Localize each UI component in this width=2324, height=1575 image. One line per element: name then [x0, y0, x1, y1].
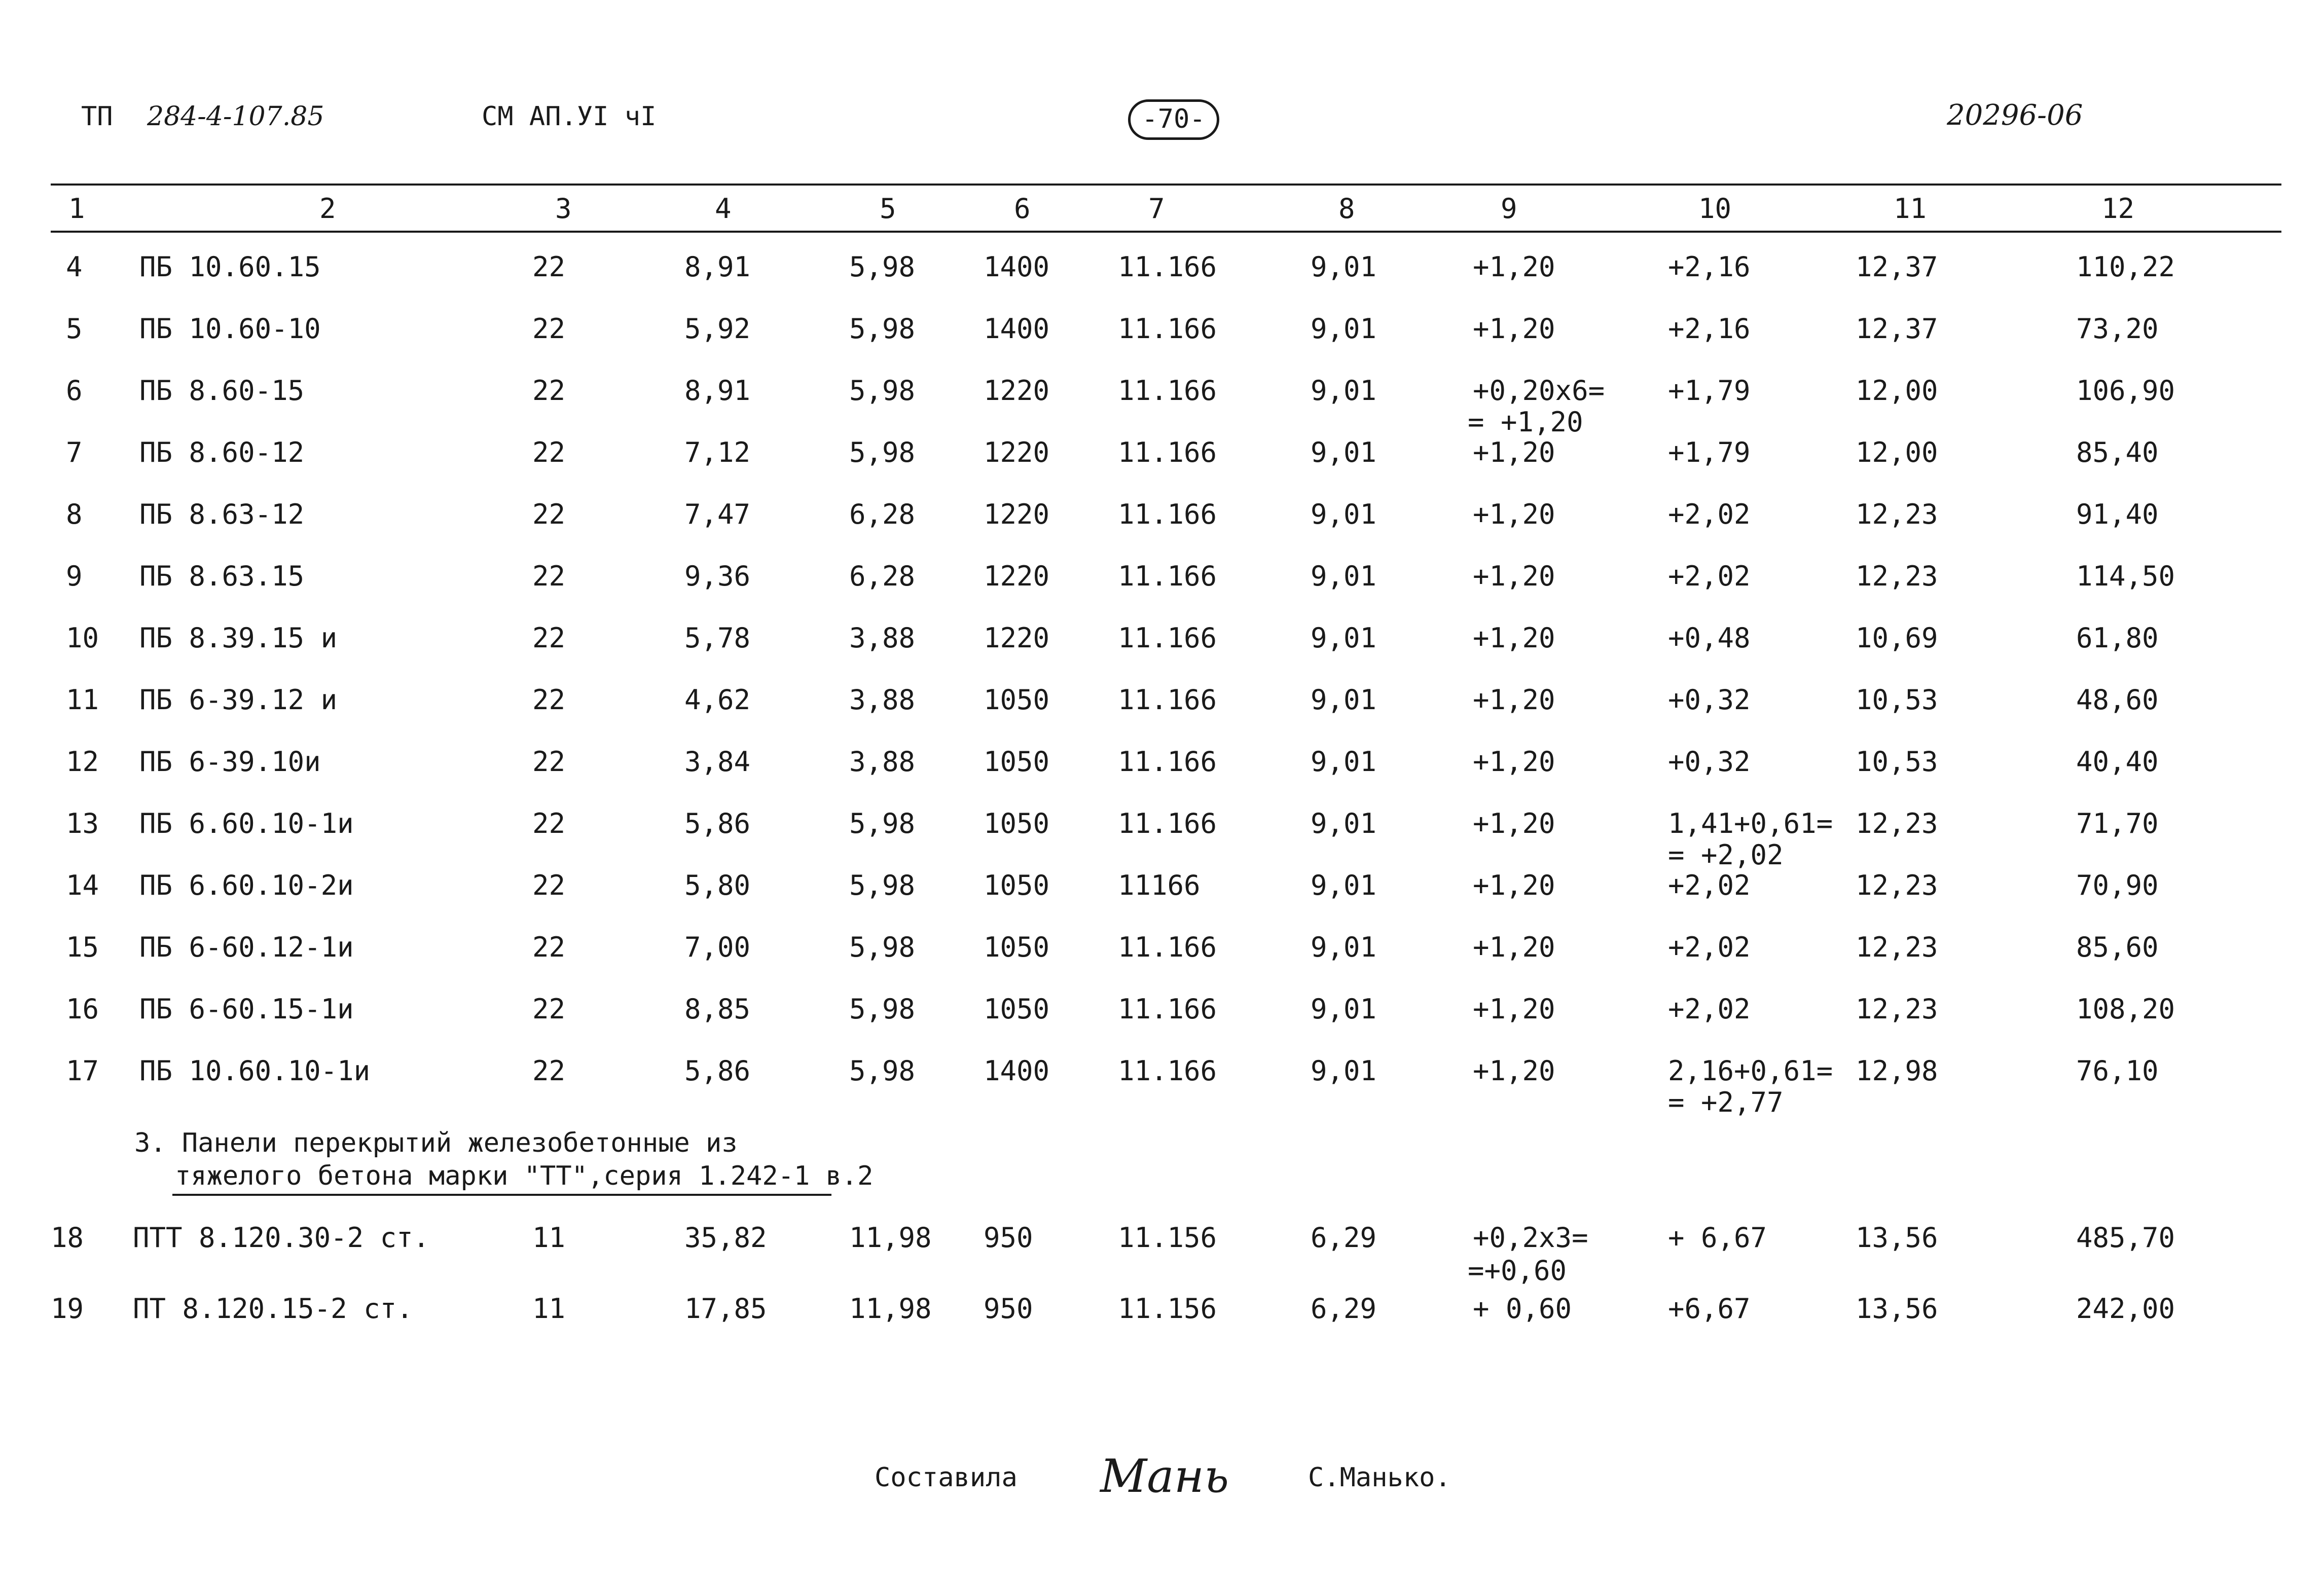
cell-c6: 1220 — [984, 498, 1050, 530]
section-title-underline — [172, 1194, 831, 1196]
cell-c2: ПБ 6-60.12-1и — [139, 931, 354, 963]
cell-c12: 85,40 — [2076, 436, 2159, 468]
cell-c6: 1050 — [984, 684, 1050, 716]
cell-c4: 5,86 — [684, 1055, 751, 1087]
cell-c10: +2,02 — [1668, 498, 1751, 530]
cell-c10: +2,02 — [1668, 869, 1751, 901]
cell-c3: 22 — [532, 808, 566, 839]
cell-c5: 5,98 — [849, 251, 916, 283]
cell-c10: + 6,67 — [1668, 1222, 1767, 1254]
cell-c7: 11.166 — [1118, 746, 1217, 778]
cell-c3: 22 — [532, 375, 566, 407]
cell-c5: 5,98 — [849, 313, 916, 345]
cell-c2: ПБ 6.60.10-1и — [139, 808, 354, 839]
cell-c1: 11 — [66, 684, 99, 716]
cell-c8: 6,29 — [1311, 1293, 1377, 1325]
cell-c3: 22 — [532, 498, 566, 530]
cell-c5: 5,98 — [849, 869, 916, 901]
doc-number: 284-4-107.85 — [147, 101, 324, 132]
cell-c5: 11,98 — [849, 1222, 932, 1254]
cell-c10: +0,32 — [1668, 684, 1751, 716]
cell-c3: 11 — [532, 1222, 566, 1254]
column-header: 11 — [1894, 193, 1927, 225]
cell-c10: +0,32 — [1668, 746, 1751, 778]
cell-c3: 22 — [532, 251, 566, 283]
cell-c7: 11.166 — [1118, 1055, 1217, 1087]
cell-c1: 5 — [66, 313, 83, 345]
cell-c9: +0,20х6= — [1473, 375, 1605, 407]
cell-c8: 9,01 — [1311, 746, 1377, 778]
cell-c12: 70,90 — [2076, 869, 2159, 901]
cell-c9: +1,20 — [1473, 622, 1555, 654]
cell-c9: +0,2х3= — [1473, 1222, 1588, 1254]
cell-c9: +1,20 — [1473, 993, 1555, 1025]
cell-c2: ПБ 6-39.12 и — [139, 684, 338, 716]
cell-c8: 9,01 — [1311, 993, 1377, 1025]
cell-c11: 12,37 — [1856, 313, 1938, 345]
cell-c10: 2,16+0,61= — [1668, 1055, 1833, 1087]
cell-c7: 11.156 — [1118, 1222, 1217, 1254]
cell-c12: 73,20 — [2076, 313, 2159, 345]
cell-c1: 4 — [66, 251, 83, 283]
cell-c9: + 0,60 — [1473, 1293, 1572, 1325]
column-header: 1 — [68, 193, 85, 225]
cell-c11: 12,23 — [1856, 869, 1938, 901]
cell-c8: 9,01 — [1311, 313, 1377, 345]
cell-c12: 85,60 — [2076, 931, 2159, 963]
cell-c2: ПБ 6.60.10-2и — [139, 869, 354, 901]
cell-c4: 4,62 — [684, 684, 751, 716]
cell-c11: 13,56 — [1856, 1222, 1938, 1254]
cell-c2: ПБ 8.39.15 и — [139, 622, 338, 654]
cell-c8: 9,01 — [1311, 375, 1377, 407]
cell-c11: 12,00 — [1856, 375, 1938, 407]
signer-name: С.Манько. — [1308, 1462, 1451, 1493]
cell-c9: +1,20 — [1473, 869, 1555, 901]
cell-c6: 1050 — [984, 931, 1050, 963]
cell-c9: +1,20 — [1473, 1055, 1555, 1087]
cell-c5: 5,98 — [849, 808, 916, 839]
cell-c4: 35,82 — [684, 1222, 767, 1254]
column-header: 12 — [2101, 193, 2135, 225]
cell-c9: +1,20 — [1473, 498, 1555, 530]
cell-c9: +1,20 — [1473, 436, 1555, 468]
cell-c3: 22 — [532, 684, 566, 716]
cell-c12: 485,70 — [2076, 1222, 2175, 1254]
cell-c12: 61,80 — [2076, 622, 2159, 654]
cell-c10: +1,79 — [1668, 375, 1751, 407]
cell-c9: +1,20 — [1473, 684, 1555, 716]
cell-c4: 8,91 — [684, 375, 751, 407]
cell-c8: 9,01 — [1311, 622, 1377, 654]
cell-c1: 15 — [66, 931, 99, 963]
cell-c5: 5,98 — [849, 436, 916, 468]
cell-c7: 11.166 — [1118, 251, 1217, 283]
cell-c4: 7,12 — [684, 436, 751, 468]
table-top-rule — [51, 184, 2281, 186]
cell-c4: 7,00 — [684, 931, 751, 963]
cell-c8: 9,01 — [1311, 931, 1377, 963]
cell-c5: 5,98 — [849, 375, 916, 407]
signature: Мань — [1100, 1450, 1229, 1503]
cell-c3: 22 — [532, 313, 566, 345]
cell-c12: 40,40 — [2076, 746, 2159, 778]
cell-c4: 8,85 — [684, 993, 751, 1025]
cell-c4: 5,86 — [684, 808, 751, 839]
cell-c7: 11.166 — [1118, 498, 1217, 530]
cell-c5: 5,98 — [849, 993, 916, 1025]
cell-c8: 9,01 — [1311, 684, 1377, 716]
cell-c4: 5,78 — [684, 622, 751, 654]
cell-c3: 11 — [532, 1293, 566, 1325]
cell-c3: 22 — [532, 746, 566, 778]
cell-c3: 22 — [532, 560, 566, 592]
cell-c10: +1,79 — [1668, 436, 1751, 468]
cell-c12: 106,90 — [2076, 375, 2175, 407]
column-header: 7 — [1148, 193, 1165, 225]
cell-c2: ПБ 10.60.15 — [139, 251, 321, 283]
cell-c4: 17,85 — [684, 1293, 767, 1325]
cell-c10-continued: = +2,77 — [1668, 1086, 1784, 1118]
cell-c3: 22 — [532, 622, 566, 654]
cell-c12: 110,22 — [2076, 251, 2175, 283]
cell-c3: 22 — [532, 436, 566, 468]
cell-c1: 7 — [66, 436, 83, 468]
cell-c5: 6,28 — [849, 560, 916, 592]
cell-c6: 1220 — [984, 622, 1050, 654]
cell-c1: 12 — [66, 746, 99, 778]
cell-c11: 12,23 — [1856, 808, 1938, 839]
cell-c1: 14 — [66, 869, 99, 901]
cell-c4: 3,84 — [684, 746, 751, 778]
cell-c9: +1,20 — [1473, 313, 1555, 345]
cell-c8: 9,01 — [1311, 869, 1377, 901]
doc-code: ТП — [81, 101, 113, 132]
page-number: -70- — [1128, 99, 1219, 140]
cell-c1: 9 — [66, 560, 83, 592]
cell-c12: 91,40 — [2076, 498, 2159, 530]
cell-c6: 950 — [984, 1222, 1033, 1254]
cell-c8: 9,01 — [1311, 498, 1377, 530]
cell-c11: 10,53 — [1856, 684, 1938, 716]
cell-c10: +2,02 — [1668, 560, 1751, 592]
cell-c7: 11.166 — [1118, 808, 1217, 839]
cell-c7: 11.156 — [1118, 1293, 1217, 1325]
cell-c6: 1220 — [984, 375, 1050, 407]
cell-c1: 18 — [51, 1222, 84, 1254]
cell-c4: 9,36 — [684, 560, 751, 592]
cell-c11: 12,23 — [1856, 560, 1938, 592]
column-header: 9 — [1501, 193, 1517, 225]
cell-c7: 11.166 — [1118, 931, 1217, 963]
section-title-line1: 3. Панели перекрытий железобетонные из — [134, 1128, 738, 1158]
cell-c6: 1050 — [984, 808, 1050, 839]
cell-c3: 22 — [532, 1055, 566, 1087]
cell-c9-continued: =+0,60 — [1468, 1255, 1567, 1287]
cell-c11: 12,23 — [1856, 993, 1938, 1025]
cell-c6: 1400 — [984, 251, 1050, 283]
column-header: 4 — [715, 193, 732, 225]
cell-c10: +2,16 — [1668, 251, 1751, 283]
cell-c12: 108,20 — [2076, 993, 2175, 1025]
cell-c10: +0,48 — [1668, 622, 1751, 654]
cell-c12: 76,10 — [2076, 1055, 2159, 1087]
cell-c12: 48,60 — [2076, 684, 2159, 716]
section-title-line2: тяжелого бетона марки "ТТ",серия 1.242-1 в.2 — [175, 1161, 874, 1191]
cell-c4: 5,80 — [684, 869, 751, 901]
cell-c7: 11166 — [1118, 869, 1201, 901]
cell-c6: 1220 — [984, 436, 1050, 468]
cell-c3: 22 — [532, 993, 566, 1025]
column-header: 8 — [1338, 193, 1355, 225]
cell-c9: +1,20 — [1473, 808, 1555, 839]
cell-c5: 11,98 — [849, 1293, 932, 1325]
cell-c1: 17 — [66, 1055, 99, 1087]
cell-c6: 1050 — [984, 993, 1050, 1025]
cell-c5: 6,28 — [849, 498, 916, 530]
cell-c11: 10,69 — [1856, 622, 1938, 654]
cell-c12: 71,70 — [2076, 808, 2159, 839]
cell-c9: +1,20 — [1473, 560, 1555, 592]
cell-c7: 11.166 — [1118, 375, 1217, 407]
cell-c6: 1050 — [984, 746, 1050, 778]
cell-c3: 22 — [532, 869, 566, 901]
column-header: 10 — [1698, 193, 1732, 225]
cell-c7: 11.166 — [1118, 313, 1217, 345]
table-header-rule — [51, 231, 2281, 233]
cell-c1: 13 — [66, 808, 99, 839]
cell-c8: 9,01 — [1311, 560, 1377, 592]
cell-c1: 10 — [66, 622, 99, 654]
cell-c6: 1400 — [984, 313, 1050, 345]
cell-c12: 114,50 — [2076, 560, 2175, 592]
cell-c6: 1400 — [984, 1055, 1050, 1087]
cell-c2: ПБ 6-39.10и — [139, 746, 321, 778]
archive-number: 20296-06 — [1947, 99, 2083, 132]
cell-c8: 9,01 — [1311, 1055, 1377, 1087]
cell-c11: 12,23 — [1856, 498, 1938, 530]
cell-c10: 1,41+0,61= — [1668, 808, 1833, 839]
cell-c8: 9,01 — [1311, 251, 1377, 283]
cell-c1: 6 — [66, 375, 83, 407]
cell-c11: 10,53 — [1856, 746, 1938, 778]
cell-c2: ПТ 8.120.15-2 ст. — [133, 1293, 413, 1325]
cell-c10: +2,16 — [1668, 313, 1751, 345]
cell-c10: +6,67 — [1668, 1293, 1751, 1325]
cell-c11: 12,23 — [1856, 931, 1938, 963]
cell-c1: 16 — [66, 993, 99, 1025]
cell-c6: 1220 — [984, 560, 1050, 592]
cell-c6: 950 — [984, 1293, 1033, 1325]
cell-c10: +2,02 — [1668, 931, 1751, 963]
cell-c2: ПБ 8.63.15 — [139, 560, 305, 592]
cell-c7: 11.166 — [1118, 622, 1217, 654]
cell-c2: ПБ 10.60.10-1и — [139, 1055, 371, 1087]
cell-c4: 7,47 — [684, 498, 751, 530]
cell-c5: 3,88 — [849, 622, 916, 654]
cell-c1: 19 — [51, 1293, 84, 1325]
cell-c5: 5,98 — [849, 1055, 916, 1087]
cell-c7: 11.166 — [1118, 436, 1217, 468]
cell-c10-continued: = +2,02 — [1668, 839, 1784, 871]
cell-c9: +1,20 — [1473, 746, 1555, 778]
cell-c9-continued: = +1,20 — [1468, 406, 1583, 438]
cell-c6: 1050 — [984, 869, 1050, 901]
column-header: 6 — [1014, 193, 1031, 225]
cell-c2: ПТТ 8.120.30-2 ст. — [133, 1222, 430, 1254]
cell-c2: ПБ 8.60-15 — [139, 375, 305, 407]
series-reference: СМ АП.УI чI — [482, 101, 657, 132]
cell-c7: 11.166 — [1118, 560, 1217, 592]
compiled-by-label: Составила — [875, 1462, 1018, 1493]
column-header: 5 — [880, 193, 896, 225]
cell-c8: 9,01 — [1311, 808, 1377, 839]
cell-c8: 9,01 — [1311, 436, 1377, 468]
cell-c2: ПБ 10.60-10 — [139, 313, 321, 345]
cell-c11: 12,98 — [1856, 1055, 1938, 1087]
cell-c3: 22 — [532, 931, 566, 963]
cell-c2: ПБ 6-60.15-1и — [139, 993, 354, 1025]
cell-c7: 11.166 — [1118, 993, 1217, 1025]
cell-c10: +2,02 — [1668, 993, 1751, 1025]
cell-c12: 242,00 — [2076, 1293, 2175, 1325]
cell-c11: 12,37 — [1856, 251, 1938, 283]
cell-c4: 5,92 — [684, 313, 751, 345]
cell-c4: 8,91 — [684, 251, 751, 283]
column-header: 2 — [319, 193, 336, 225]
cell-c9: +1,20 — [1473, 931, 1555, 963]
cell-c2: ПБ 8.60-12 — [139, 436, 305, 468]
cell-c1: 8 — [66, 498, 83, 530]
cell-c5: 3,88 — [849, 684, 916, 716]
cell-c2: ПБ 8.63-12 — [139, 498, 305, 530]
cell-c8: 6,29 — [1311, 1222, 1377, 1254]
cell-c7: 11.166 — [1118, 684, 1217, 716]
cell-c9: +1,20 — [1473, 251, 1555, 283]
cell-c11: 13,56 — [1856, 1293, 1938, 1325]
cell-c5: 3,88 — [849, 746, 916, 778]
column-header: 3 — [555, 193, 572, 225]
cell-c11: 12,00 — [1856, 436, 1938, 468]
cell-c5: 5,98 — [849, 931, 916, 963]
